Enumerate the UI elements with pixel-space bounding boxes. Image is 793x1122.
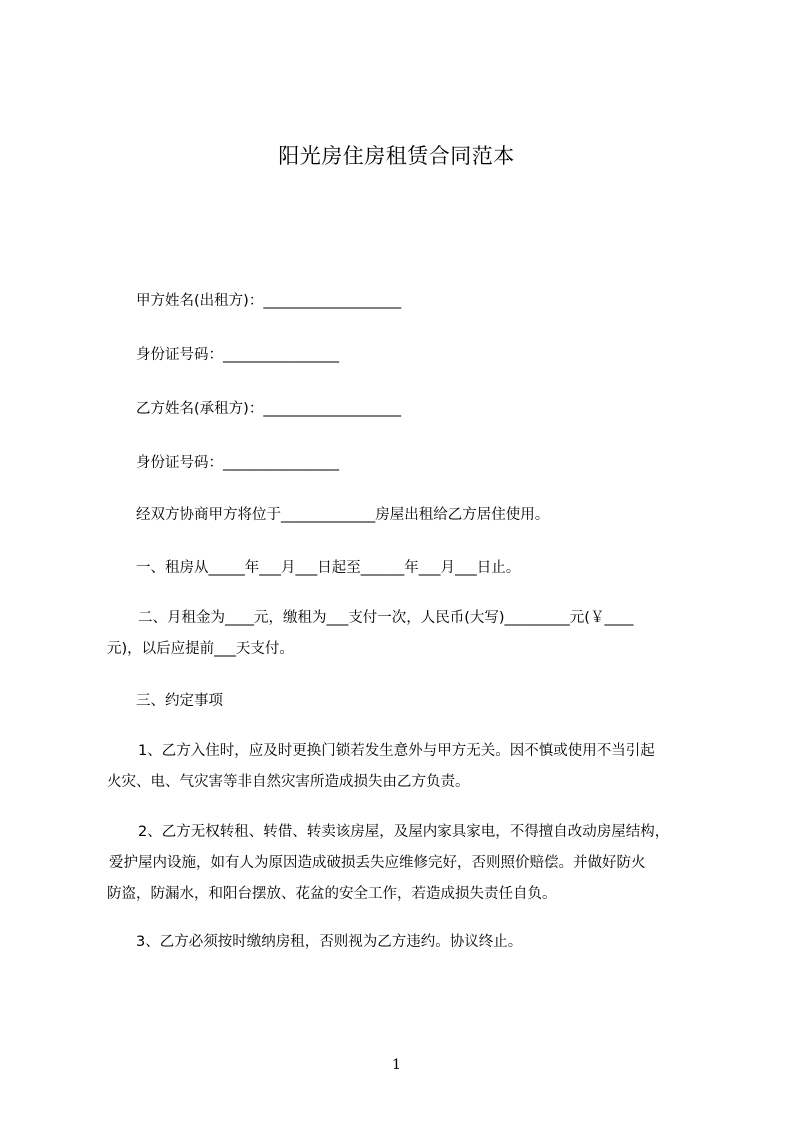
agreement-item-1-line: 火灾、电、气灾害等非自然灾害所造成损失由乙方负责。 xyxy=(107,774,470,790)
page-number: 1 xyxy=(392,1057,401,1073)
rent-clause-line: 二、月租金为____元，缴租为___支付一次，人民币(大写)_________元(￥____ xyxy=(138,610,634,626)
party-b-id-line: 身份证号码：________________ xyxy=(136,455,339,471)
party-a-name-line: 甲方姓名(出租方)：___________________ xyxy=(136,293,402,309)
lease-term-line: 一、租房从_____年___月___日起至______年___月___日止。 xyxy=(136,560,521,576)
agreement-item-1-line: 1、乙方入住时，应及时更换门锁若发生意外与甲方无关。因不慎或使用不当引起 xyxy=(138,743,655,759)
agreement-item-1 xyxy=(107,736,655,798)
agreement-item-2-line: 防盗，防漏水，和阳台摆放、花盆的安全工作，若造成损失责任自负。 xyxy=(107,886,557,902)
document-title: 阳光房住房租赁合同范本 xyxy=(278,144,515,168)
agreement-item-2-line: 2、乙方无权转租、转借、转卖该房屋，及屋内家具家电，不得擅自改动房屋结构， xyxy=(138,824,670,840)
property-location-line: 经双方协商甲方将位于_____________房屋出租给乙方居住使用。 xyxy=(136,507,550,523)
rent-clause xyxy=(107,603,633,665)
agreement-item-3: 3、乙方必须按时缴纳房租，否则视为乙方违约。协议终止。 xyxy=(136,934,523,950)
agreement-item-2-line: 爱护屋内设施，如有人为原因造成破损丢失应维修完好，否则照价赔偿。并做好防火 xyxy=(109,855,646,871)
agreements-heading: 三、约定事项 xyxy=(136,693,223,709)
party-b-name-line: 乙方姓名(承租方)：___________________ xyxy=(136,401,402,417)
rent-clause-line: 元)，以后应提前___天支付。 xyxy=(107,641,294,657)
party-a-id-line: 身份证号码：________________ xyxy=(136,347,339,363)
agreement-item-2 xyxy=(107,817,669,910)
